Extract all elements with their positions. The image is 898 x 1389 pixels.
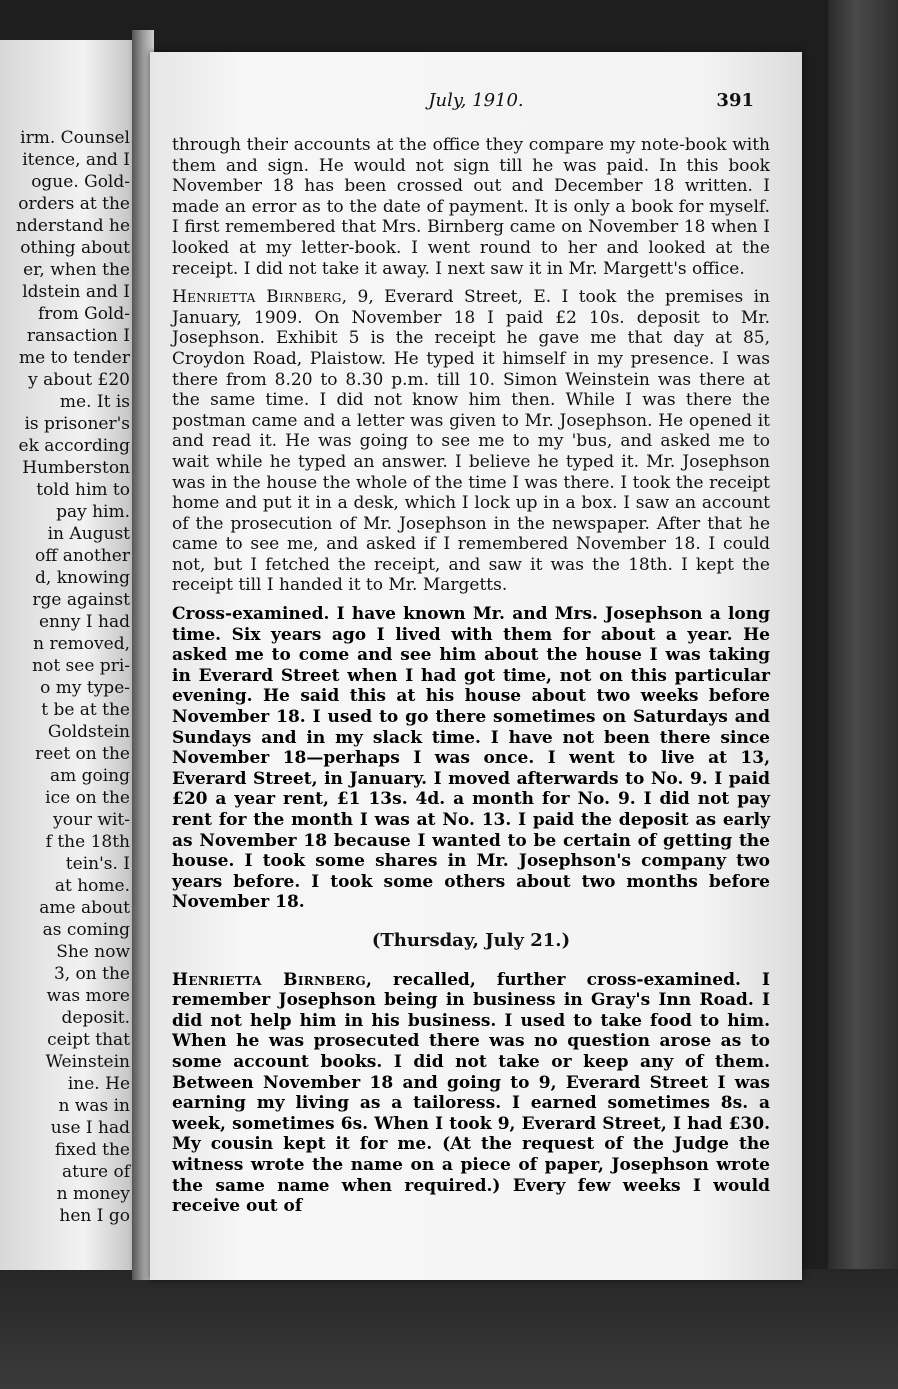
left-page-line: am going	[49, 766, 130, 786]
left-page-line: ice on the	[45, 788, 130, 808]
paragraph-2-text: , 9, Everard Street, E. I took the premises in January, 1909. On November 18 I paid £2 10s. deposit to Mr. Josephson. Exhibit 5 is the receipt he gave me that day at 85, Croydon Road, Plaistow. He typed it himself in my presence. I was there from 8.20 to 8.30 p.m. till 10. Simon Weinstein was there at the same time. I did not know him then. While I was there the postman came and a letter was given to Mr. Josephson. He opened it and read it. He was going to see me to my 'bus, and asked me to wait while he typed an answer. I believe he typed it. Mr. Josephson was in the house the whole of the time I was there. I took the receipt home and put it in a desk, which I lock up in a box. I saw an account of the prosecution of Mr. Josephson in the newspaper. After that he came to see me, and asked if I remembered November 18. I could not, but I fetched the receipt, and saw it was the 18th. I kept the receipt till I handed it to Mr. Margetts.	[172, 287, 770, 596]
left-page-line: was more	[46, 986, 130, 1006]
left-page-line: ldstein and I	[22, 282, 130, 302]
left-page-line: told him to	[36, 480, 130, 500]
left-page-line: off another	[34, 546, 130, 566]
left-page-line: nderstand he	[16, 216, 130, 236]
left-page-line: Humberston	[22, 458, 130, 478]
left-page-line: ek according	[18, 436, 130, 456]
speaker-name: Henrietta Birnberg	[172, 969, 366, 990]
left-page-line: rge against	[32, 590, 130, 610]
left-page-line: ature of	[61, 1162, 130, 1182]
left-page-line: o my type-	[40, 678, 130, 698]
paragraph-1: through their accounts at the office they compare my note-book with them and sign. He would not sign till he was paid. In this book November 18 has been crossed out and December 18 written. I made an error as to the date of payment. It is only a book for myself. I first remembered that Mrs. Birnberg came on November 18 when I looked at my letter-book. I went round to her and looked at the receipt. I did not take it away. I next saw it in Mr. Margett's office.	[172, 135, 770, 279]
paragraph-2	[172, 287, 770, 596]
left-page-line: n money	[56, 1184, 130, 1204]
page-body	[172, 135, 770, 1217]
left-page-line: Weinstein	[45, 1052, 130, 1072]
left-page-line: n was in	[58, 1096, 130, 1116]
left-page-line: n removed,	[33, 634, 130, 654]
left-page-line: She now	[56, 942, 130, 962]
left-page-line: ame about	[39, 898, 130, 918]
document-page	[150, 52, 802, 1280]
left-page-line: me to tender	[19, 348, 130, 368]
left-page-line: t be at the	[41, 700, 130, 720]
left-page-line: at home.	[54, 876, 130, 896]
left-page-line: Goldstein	[47, 722, 130, 742]
left-page-line: f the 18th	[45, 832, 130, 852]
left-page-line: ceipt that	[47, 1030, 130, 1050]
left-page-line: is prisoner's	[24, 414, 130, 434]
left-page-line: othing about	[20, 238, 130, 258]
left-page-line: from Gold-	[37, 304, 130, 324]
left-page-line: 3, on the	[53, 964, 130, 984]
left-page-text	[0, 127, 130, 1227]
left-page-line: me. It is	[59, 392, 130, 412]
left-page-line: in August	[47, 524, 130, 544]
date-heading: (Thursday, July 21.)	[371, 929, 571, 951]
left-page-line: irm. Counsel	[20, 128, 130, 148]
left-page-line: itence, and I	[22, 150, 130, 170]
scan-background	[0, 1269, 898, 1389]
left-page-line: d, knowing	[35, 568, 130, 588]
left-page-line: pay him.	[56, 502, 130, 522]
left-page-line: orders at the	[18, 194, 130, 214]
page-header	[150, 90, 802, 114]
left-page-line: ogue. Gold-	[31, 172, 130, 192]
left-page-line: reet on the	[35, 744, 130, 764]
left-page-line: not see pri-	[32, 656, 130, 676]
left-page-line: hen I go	[59, 1206, 130, 1226]
left-page-line: as coming	[42, 920, 130, 940]
paragraph-3: Cross-examined. I have known Mr. and Mrs. Josephson a long time. Six years ago I lived with them for about a year. He asked me to come and see him about the house I was taking in Everard Street when I had got time, not on this particular evening. He said this at his house about two weeks before November 18. I used to go there sometimes on Saturdays and Sundays and in my slack time. I have not been there since November 18—perhaps I was once. I went to live at 13, Everard Street, in January. I moved afterwards to No. 9. I paid £20 a year rent, £1 13s. 4d. a month for No. 9. I did not pay rent for the month I was at No. 13. I paid the deposit as early as November 18 because I wanted to be certain of getting the house. I took some shares in Mr. Josephson's company two years before. I took some others about two months before November 18.	[172, 604, 770, 913]
paragraph-4	[172, 970, 770, 1217]
page-number: 391	[716, 90, 754, 111]
left-page-line: fixed the	[54, 1140, 130, 1160]
left-page-line: ransaction I	[26, 326, 130, 346]
left-page	[0, 40, 140, 1270]
left-page-line: er, when the	[23, 260, 130, 280]
left-page-line: your wit-	[53, 810, 130, 830]
paragraph-4-text: , recalled, further cross-examined. I remember Josephson being in business in Gray's Inn Road. I did not help him in his business. I used to take food to him. When he was prosecuted there was no question arose as to some account books. I did not take or keep any of them. Between November 18 and going to 9, Everard Street I was earning my living as a tailoress. I earned sometimes 8s. a week, sometimes 6s. When I took 9, Everard Street, I had £30. My cousin kept it for me. (At the request of the Judge the witness wrote the name on a piece of paper, Josephson wrote the same name when required.) Every few weeks I would receive out of	[172, 969, 770, 1217]
left-page-line: ine. He	[67, 1074, 130, 1094]
running-head: July, 1910.	[428, 90, 524, 111]
left-page-line: deposit.	[61, 1008, 130, 1028]
left-page-line: tein's. I	[65, 854, 130, 874]
speaker-name: Henrietta Birnberg	[172, 287, 342, 308]
left-page-line: y about £20	[28, 370, 130, 390]
left-page-line: use I had	[50, 1118, 130, 1138]
left-page-line: enny I had	[38, 612, 130, 632]
film-edge	[828, 0, 898, 1389]
